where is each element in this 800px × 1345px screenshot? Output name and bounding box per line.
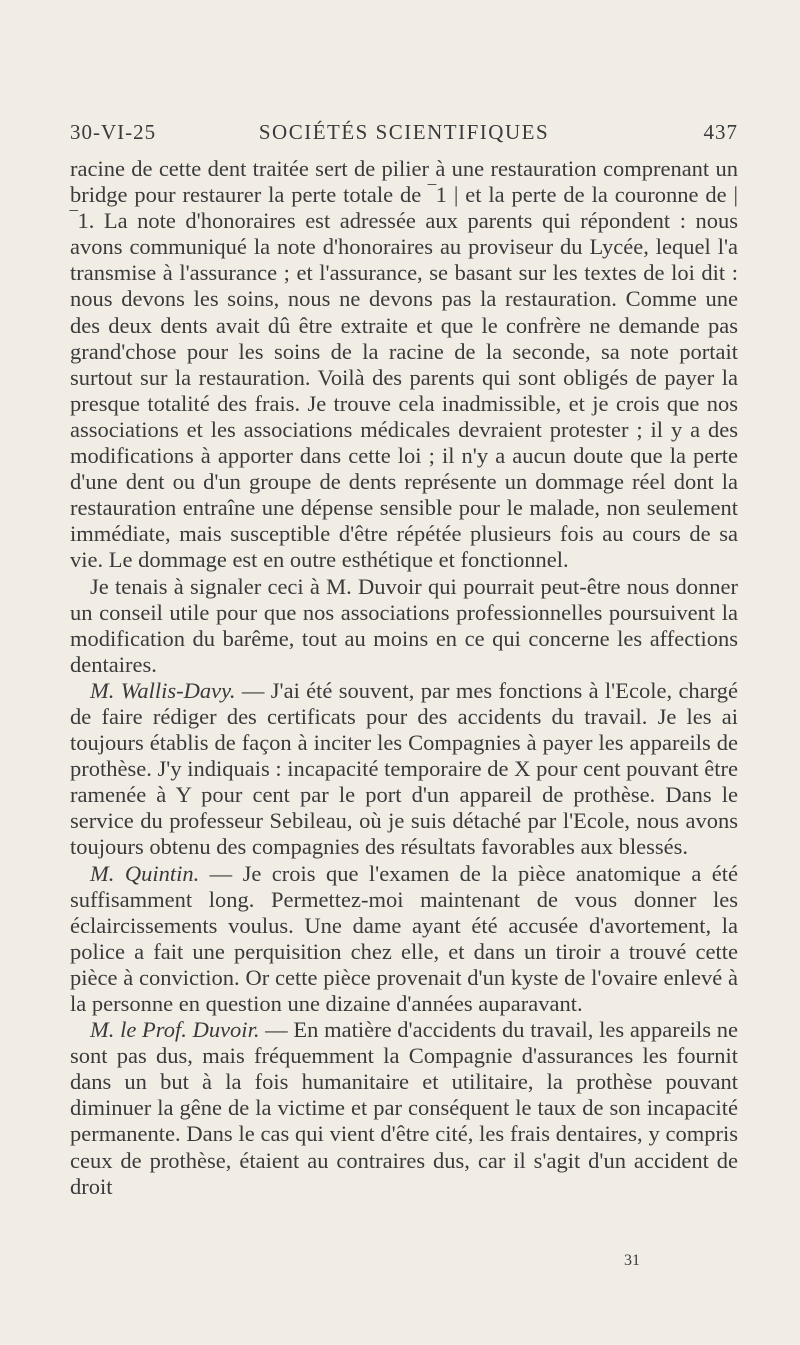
paragraph-wallis-davy	[70, 678, 738, 861]
body-text	[70, 156, 738, 1200]
page-number: 437	[703, 120, 738, 144]
paragraph-text: racine de cette dent traitée sert de pilier à une restauration comprenant un bridge pour restaurer la perte totale de ‾1 | et la perte de la couronne de |‾1. La note d'honoraires est adressée aux parents qui répondent : nous avons communiqué la note d'honoraires au proviseur du Lycée, lequel l'a transmise à l'assurance ; et l'assurance, se basant sur les textes de loi dit : nous devons les soins, nous ne devons pas la restauration. Comme une des deux dents avait dû être extraite et que le confrère ne demande pas grand'chose pour les soins de la racine de la seconde, sa note portait surtout sur la restauration. Voilà des parents qui sont obligés de payer la presque totalité des frais. Je trouve cela inadmissible, et je crois que nos associations et les associations médicales devraient protester ; il y a des modifications à apporter dans cette loi ; il n'y a aucun doute que la perte d'une dent ou d'un groupe de dents représente un dommage réel dont la restauration entraîne une dépense sensible pour le malade, non seulement immédiate, mais susceptible d'être répétée plusieurs fois au cours de sa vie. Le dommage est en outre esthétique et fonctionnel.	[70, 156, 738, 573]
paragraph-text: — Je crois que l'examen de la pièce anatomique a été suffisamment long. Permettez-moi maintenant de vous donner les éclaircissements voulus. Une dame ayant été accusée d'avortement, la police a fait une perquisition chez elle, et dans un tiroir a trouvé cette pièce à conviction. Or cette pièce provenait d'un kyste de l'ovaire enlevé à la personne en question une dizaine d'années auparavant.	[70, 860, 739, 1016]
speaker-name: M. Wallis-Davy.	[90, 677, 236, 703]
paragraph-quintin	[70, 861, 738, 1018]
header-title: SOCIÉTÉS SCIENTIFIQUES	[258, 120, 550, 144]
paragraph-text: Je tenais à signaler ceci à M. Duvoir qui pourrait peut-être nous donner un conseil utile pour que nos associations professionnelles poursuivent la modification du barême, tout au moins en ce qui concerne les affections dentaires.	[70, 573, 738, 677]
paragraph-text: — J'ai été souvent, par mes fonctions à l'Ecole, chargé de faire rédiger des certificats pour des accidents du travail. Je les ai toujours établis de façon à inciter les Compagnies à payer les appareils de prothèse. J'y indiquais : incapacité temporaire de X pour cent pouvant être ramenée à Y pour cent par le port d'un appareil de prothèse. Dans le service du professeur Sebileau, où je suis détaché par l'Ecole, nous avons toujours obtenu des compagnies des résultats favorables aux blessés.	[70, 677, 738, 860]
paragraph-duvoir	[70, 1017, 738, 1200]
speaker-name: M. le Prof. Duvoir.	[90, 1017, 260, 1043]
signature-mark: 31	[624, 1252, 640, 1269]
paragraph-duvoir-request	[70, 574, 738, 678]
running-header	[70, 120, 738, 150]
paragraph-continuation	[70, 156, 738, 574]
speaker-name: M. Quintin.	[90, 860, 200, 886]
header-date: 30-VI-25	[70, 120, 157, 144]
paragraph-text: — En matière d'accidents du travail, les appareils ne sont pas dus, mais fréquemment la Compagnie d'assurances les fournit dans un but à la fois humanitaire et utilitaire, la prothèse pouvant diminuer la gêne de la victime et par conséquent le taux de son incapacité permanente. Dans le cas qui vient d'être cité, les frais dentaires, y compris ceux de prothèse, étaient au contraires dus, car il s'agit d'un accident de droit	[70, 1017, 738, 1199]
